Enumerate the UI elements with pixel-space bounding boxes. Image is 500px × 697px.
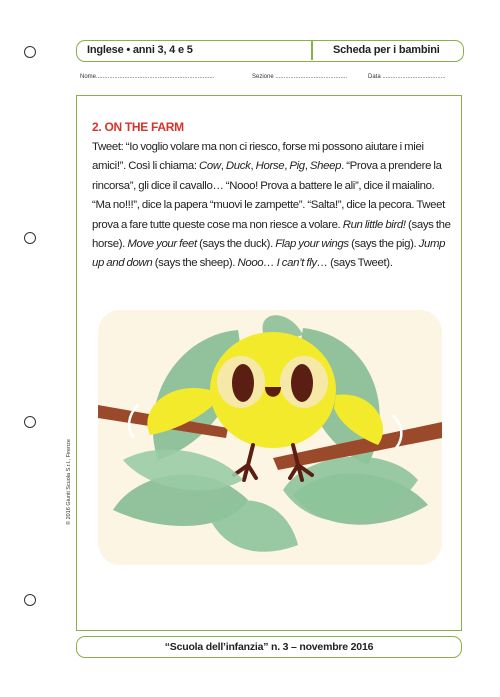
leaf <box>123 450 243 491</box>
sheet-type-label: Scheda per i bambini <box>333 44 440 56</box>
issue-label: “Scuola dell’infanzia” n. 3 – novembre 2016 <box>164 641 374 653</box>
binder-hole <box>24 232 36 244</box>
section-title: 2. ON THE FARM <box>92 120 184 134</box>
header-bar <box>76 40 464 62</box>
animal-name: Pig <box>289 160 305 173</box>
bird-drawing <box>98 310 442 565</box>
bird-illustration <box>98 310 442 565</box>
subject-label: Inglese • anni 3, 4 e 5 <box>87 44 193 56</box>
binder-hole <box>24 416 36 428</box>
story-text: Tweet: “Io voglio volare ma non ci riesco, forse mi possono aiutare i miei amici!”. Così li chiama: Cow, Duck, Horse, Pig, Sheep. “Prova a prendere la rincorsa”, gli dice il cavallo… “Nooo! Prova a battere le ali”, dice il maialino. “Ma no!!!”, dice la papera “muovi le zampette”. “Salta!”, dice la pecora. Tweet prova a fare tutte queste cose ma non riesce a volare. Run little bird! (says the horse). Move your feet (says the duck). Flap your wings (says the pig). Jump up and down (says the sheep). Nooo… I can’t fly… (says Tweet). <box>92 141 451 270</box>
animal-name: Horse <box>255 160 285 173</box>
english-phrase: Run little bird! <box>342 218 406 231</box>
section-field[interactable]: Sezione ........................................... <box>252 74 348 80</box>
bird-eye <box>232 364 254 402</box>
leaf <box>208 501 298 552</box>
english-phrase: Nooo… I can’t fly… <box>237 257 328 270</box>
story-body: . “Prova a prendere la rincorsa”, gli dice il cavallo… “Nooo! Prova a battere le ali”, dice il maialino. “Ma no!!!”, dice la papera “muovi le zampette”. “Salta!”, dice la pecora. Tweet prova a fare tutte queste cose ma non riesce a volare. <box>92 160 445 231</box>
speaker-note: (says the sheep). <box>152 257 238 270</box>
animal-name: Duck <box>225 160 251 173</box>
animal-name: Sheep <box>309 160 342 173</box>
speaker-note: (says the pig). <box>348 238 419 251</box>
speaker-note: (says the horse). <box>92 218 451 251</box>
english-phrase: Flap your wings <box>275 238 349 251</box>
bird-eye <box>291 364 313 402</box>
english-phrase: Jump up and down <box>92 238 446 270</box>
copyright-notice: © 2016 Giunti Scuola S.r.l., Firenze <box>66 439 72 525</box>
speaker-note: (says Tweet). <box>327 257 393 270</box>
animal-name: Cow <box>198 160 221 173</box>
date-field[interactable]: Data ...................................... <box>368 74 446 80</box>
english-phrase: Move your feet <box>127 238 197 251</box>
binder-hole <box>24 594 36 606</box>
header-divider <box>311 41 313 60</box>
speaker-note: (says the duck). <box>196 238 276 251</box>
story-intro: Tweet: “Io voglio volare ma non ci riesco, forse mi possono aiutare i miei amici!”. Così li chiama: <box>92 141 424 173</box>
name-field[interactable]: Nome....................................................................... <box>80 74 215 80</box>
binder-hole <box>24 46 36 58</box>
footer-bar <box>76 636 462 658</box>
